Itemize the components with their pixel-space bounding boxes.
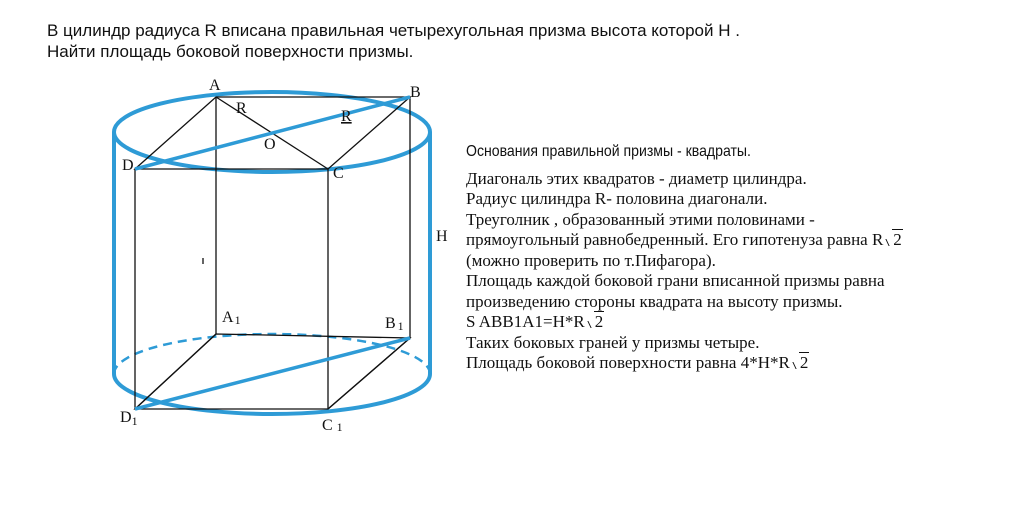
label-R-1: R xyxy=(236,100,247,117)
explanation-line-3: Треуголник , образованный этими половинами - xyxy=(466,209,815,229)
label-D1: D1 xyxy=(120,409,138,428)
label-A: A xyxy=(209,77,221,94)
explanation-line-1: Диагональ этих квадратов - диаметр цилиндра. xyxy=(466,168,807,188)
label-B: B xyxy=(410,84,421,101)
label-D: D xyxy=(122,157,134,174)
problem-line-2: Найти площадь боковой поверхности призмы. xyxy=(47,42,414,61)
label-O: O xyxy=(264,136,276,153)
sqrt-symbol: 2 xyxy=(585,312,605,333)
explanation-line-2: Радиус цилиндра R- половина диагонали. xyxy=(466,189,768,208)
explanation-line-5: (можно проверить по т.Пифагора). xyxy=(466,250,716,270)
cylinder-bottom-front-arc xyxy=(114,374,430,414)
label-H: H xyxy=(436,228,448,245)
label-C1: C 1 xyxy=(322,417,343,434)
label-C: C xyxy=(333,165,344,182)
explanation-line-6: Площадь каждой боковой грани вписанной призмы равна xyxy=(466,271,885,290)
label-B1: B 1 xyxy=(385,315,404,333)
label-R-2: R xyxy=(341,108,352,125)
sqrt-symbol: 2 xyxy=(883,230,903,251)
solution-explanation xyxy=(466,142,903,374)
explanation-line-4: прямоугольный равнобедренный. Его гипотенуза равна R 2 xyxy=(466,230,902,249)
explanation-line-9: Таких боковых граней у призмы четыре. xyxy=(466,332,760,352)
problem-line-1: В цилиндр радиуса R вписана правильная четырехугольная призма высота которой H . xyxy=(47,21,740,40)
explanation-heading: Основания правильной призмы - квадраты. xyxy=(466,143,751,160)
explanation-line-10: Площадь боковой поверхности равна 4*H*R 2 xyxy=(466,353,809,372)
face-diagonal-A-D1 xyxy=(135,97,216,409)
sqrt-symbol: 2 xyxy=(790,353,810,374)
label-A1: A1 xyxy=(222,309,241,327)
explanation-line-8: S ABB1A1=H*R 2 xyxy=(466,312,604,331)
explanation-line-7: произведению стороны квадрата на высоту призмы. xyxy=(466,291,843,311)
cylinder-bottom-back-arc xyxy=(114,334,430,374)
